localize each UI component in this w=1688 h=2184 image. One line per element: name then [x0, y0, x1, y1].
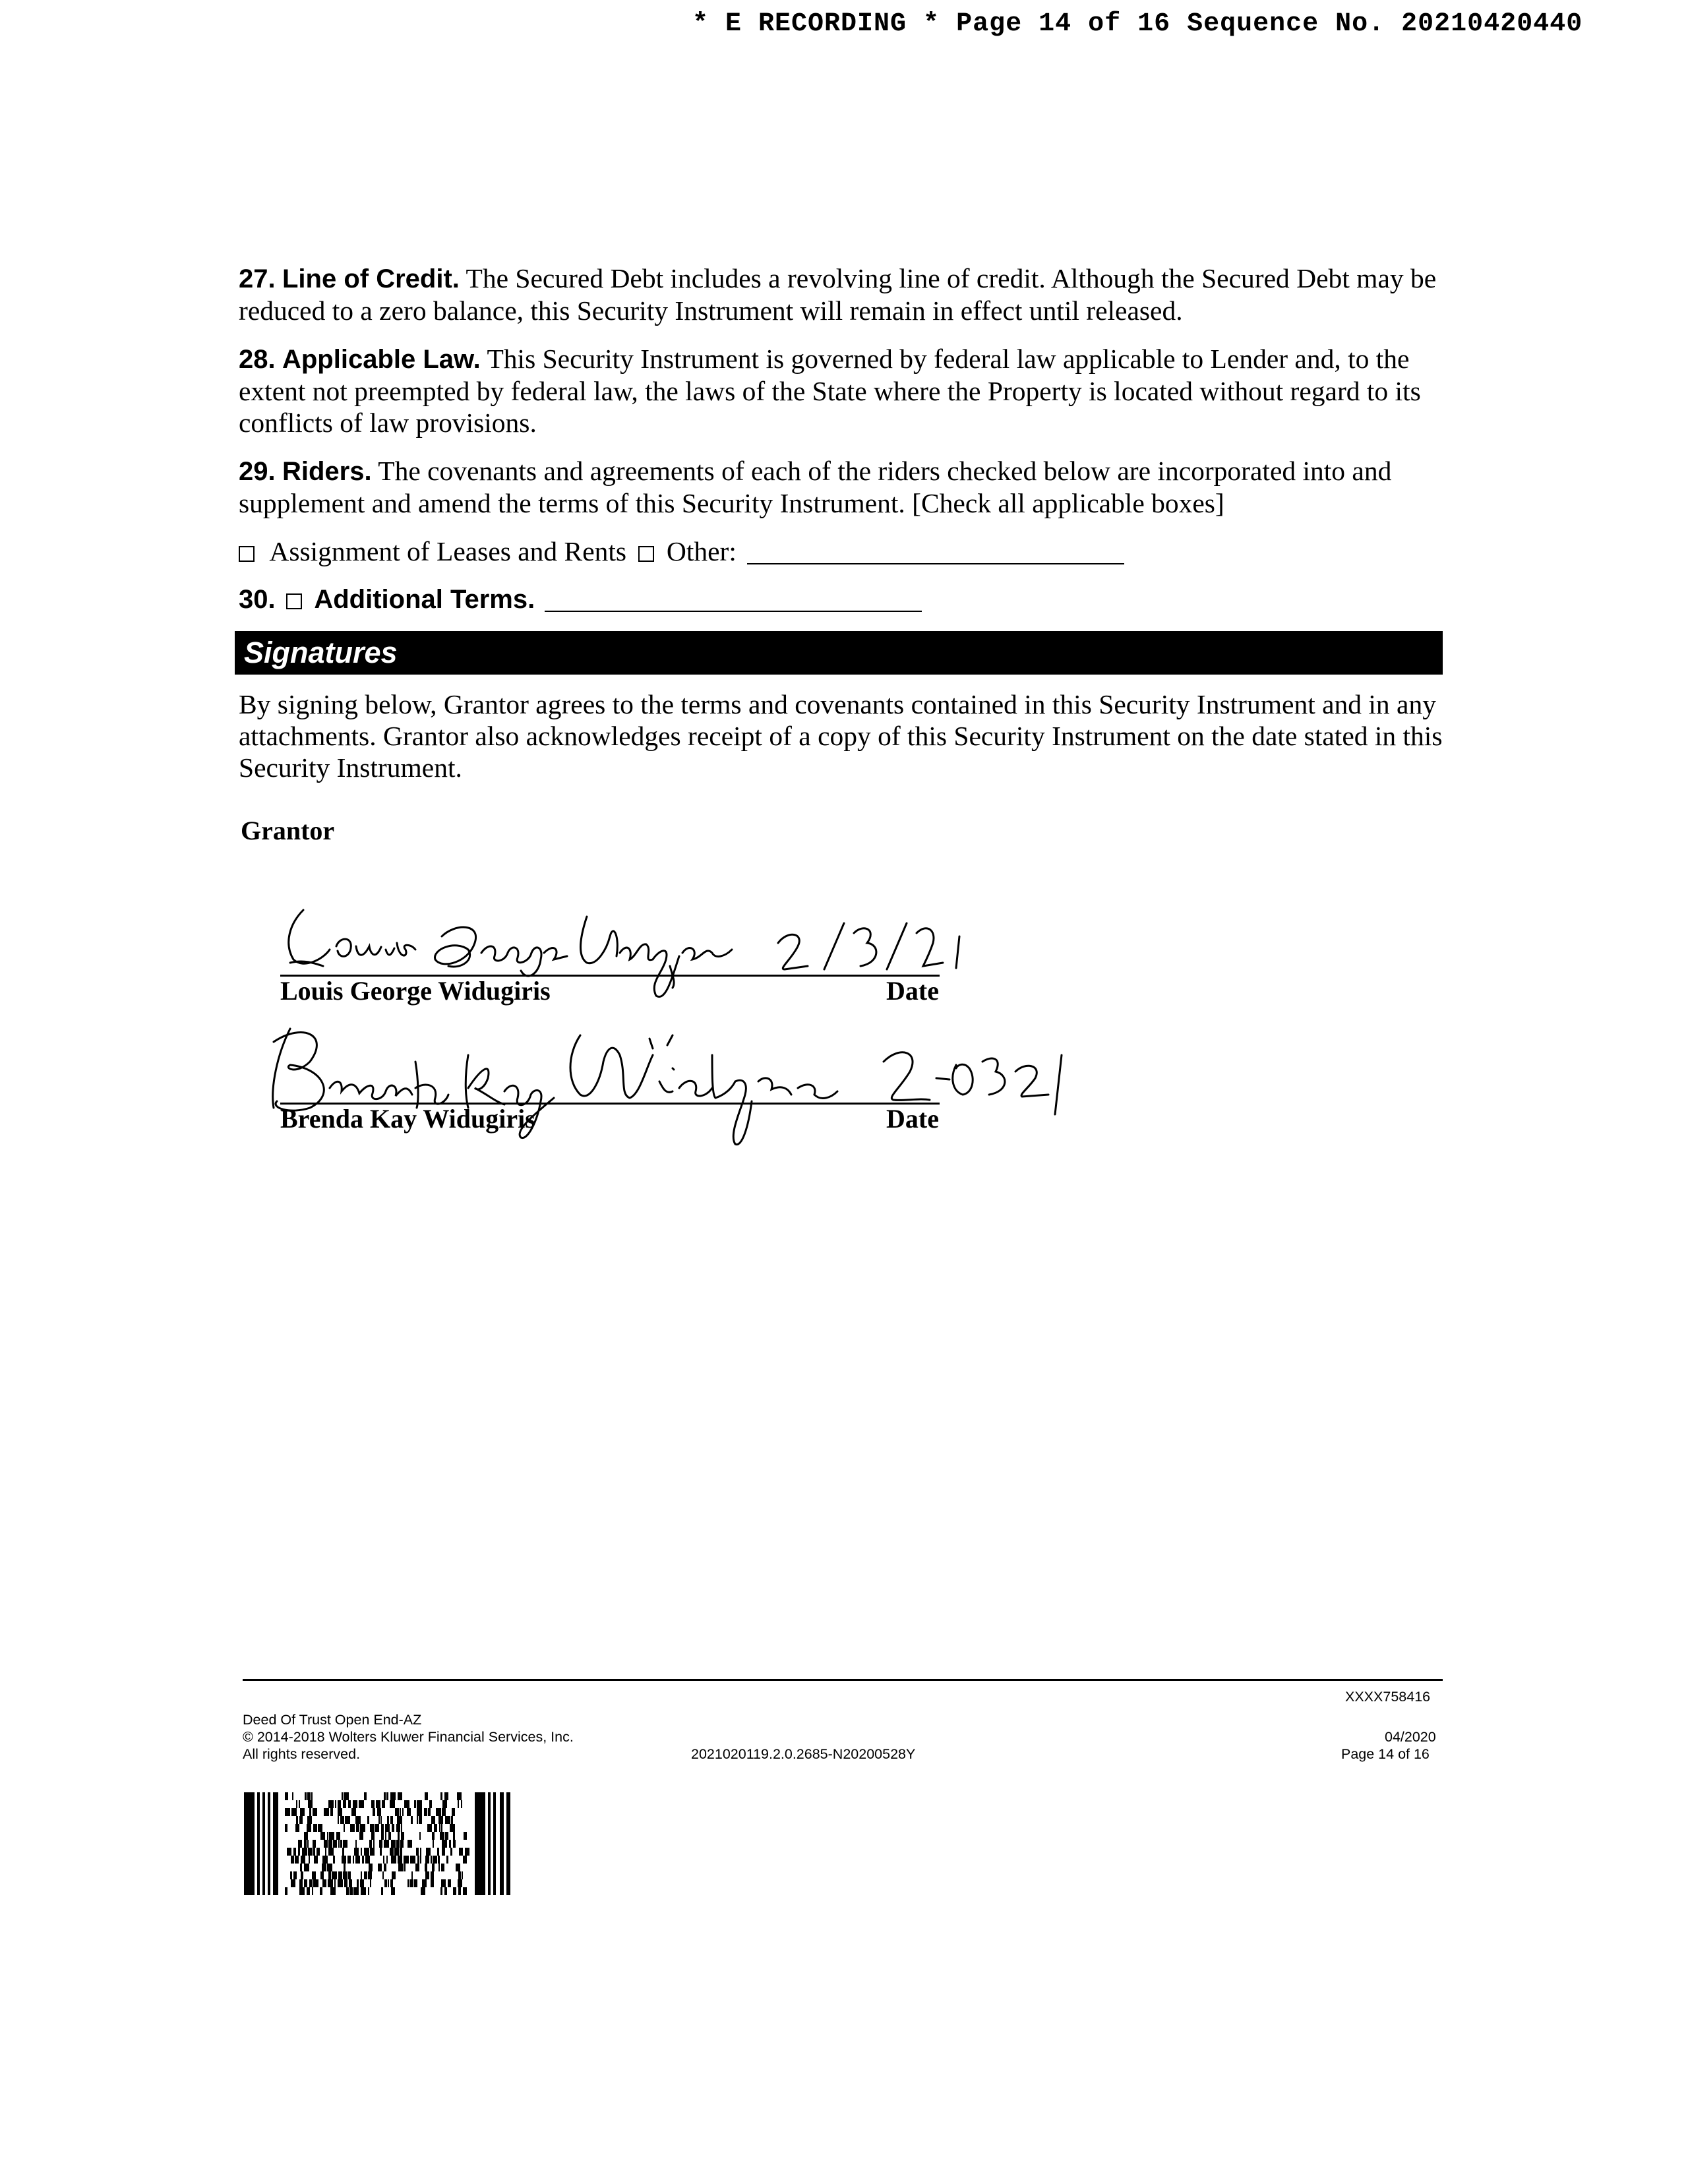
signer-1-date-label: Date: [886, 976, 939, 1006]
signer-2-name: Brenda Kay Widugiris: [280, 1104, 535, 1134]
section-28-title: Applicable Law.: [282, 345, 481, 374]
section-30-number: 30.: [239, 585, 276, 614]
signatures-heading: Signatures: [244, 636, 398, 669]
footer-page: Page 14 of 16: [1341, 1746, 1430, 1762]
signer-2-date-label: Date: [886, 1104, 939, 1134]
section-28-number: 28.: [239, 345, 276, 374]
section-28-text: This Security Instrument is governed by federal law applicable to Lender and, to the extent not preempted by federal law, the laws of the State where the Property is located without regard to its conflicts of law provisions.: [239, 344, 1421, 438]
section-29-text: The covenants and agreements of each of the riders checked below are incorporated into and supplement and amend the terms of this Security Instrument. [Check all applicable boxes]: [239, 456, 1392, 518]
checkbox-empty-icon[interactable]: [638, 546, 654, 562]
barcode-icon: [244, 1792, 512, 1895]
footer-account: XXXX758416: [1345, 1689, 1431, 1705]
footer-copyright: © 2014-2018 Wolters Kluwer Financial Services, Inc.: [243, 1729, 574, 1745]
section-29-number: 29.: [239, 457, 276, 486]
rider-other-label: Other:: [666, 536, 737, 566]
section-27-title: Line of Credit.: [282, 264, 460, 293]
section-28: [239, 343, 1445, 439]
rider-assignment-label: Assignment of Leases and Rents: [269, 536, 627, 566]
section-27-text: The Secured Debt includes a revolving line of credit. Although the Secured Debt may be reduced to a zero balance, this Security Instrument will remain in effect until released.: [239, 263, 1437, 326]
footer-form-title: Deed Of Trust Open End-AZ: [243, 1712, 422, 1728]
riders-options: [239, 535, 1445, 567]
section-27-number: 27.: [239, 264, 276, 293]
footer-doc-code: 2021020119.2.0.2685-N20200528Y: [691, 1746, 916, 1762]
grantor-label: Grantor: [241, 816, 335, 845]
section-30: [239, 583, 1445, 615]
additional-terms-blank[interactable]: [545, 611, 922, 612]
footer-rule: [243, 1679, 1443, 1681]
footer-rights: All rights reserved.: [243, 1746, 361, 1762]
section-27: [239, 262, 1445, 326]
checkbox-empty-icon[interactable]: [239, 546, 255, 562]
checkbox-empty-icon[interactable]: [286, 593, 302, 609]
signer-1-name: Louis George Widugiris: [280, 976, 551, 1006]
signatures-text: By signing below, Grantor agrees to the terms and covenants contained in this Security Instrument and in any attachments. Grantor also acknowledges receipt of a copy of this Security Instrument on the date stated in this Security Instrument.: [239, 689, 1443, 783]
section-29-title: Riders.: [282, 457, 372, 486]
section-29: [239, 455, 1445, 519]
recording-header: * E RECORDING * Page 14 of 16 Sequence No. 20210420440: [692, 9, 1583, 39]
signatures-heading-bar: [235, 631, 1443, 675]
section-30-title: Additional Terms.: [314, 585, 535, 614]
rider-other-blank[interactable]: [747, 563, 1124, 564]
footer-form-date: 04/2020: [1385, 1729, 1436, 1745]
